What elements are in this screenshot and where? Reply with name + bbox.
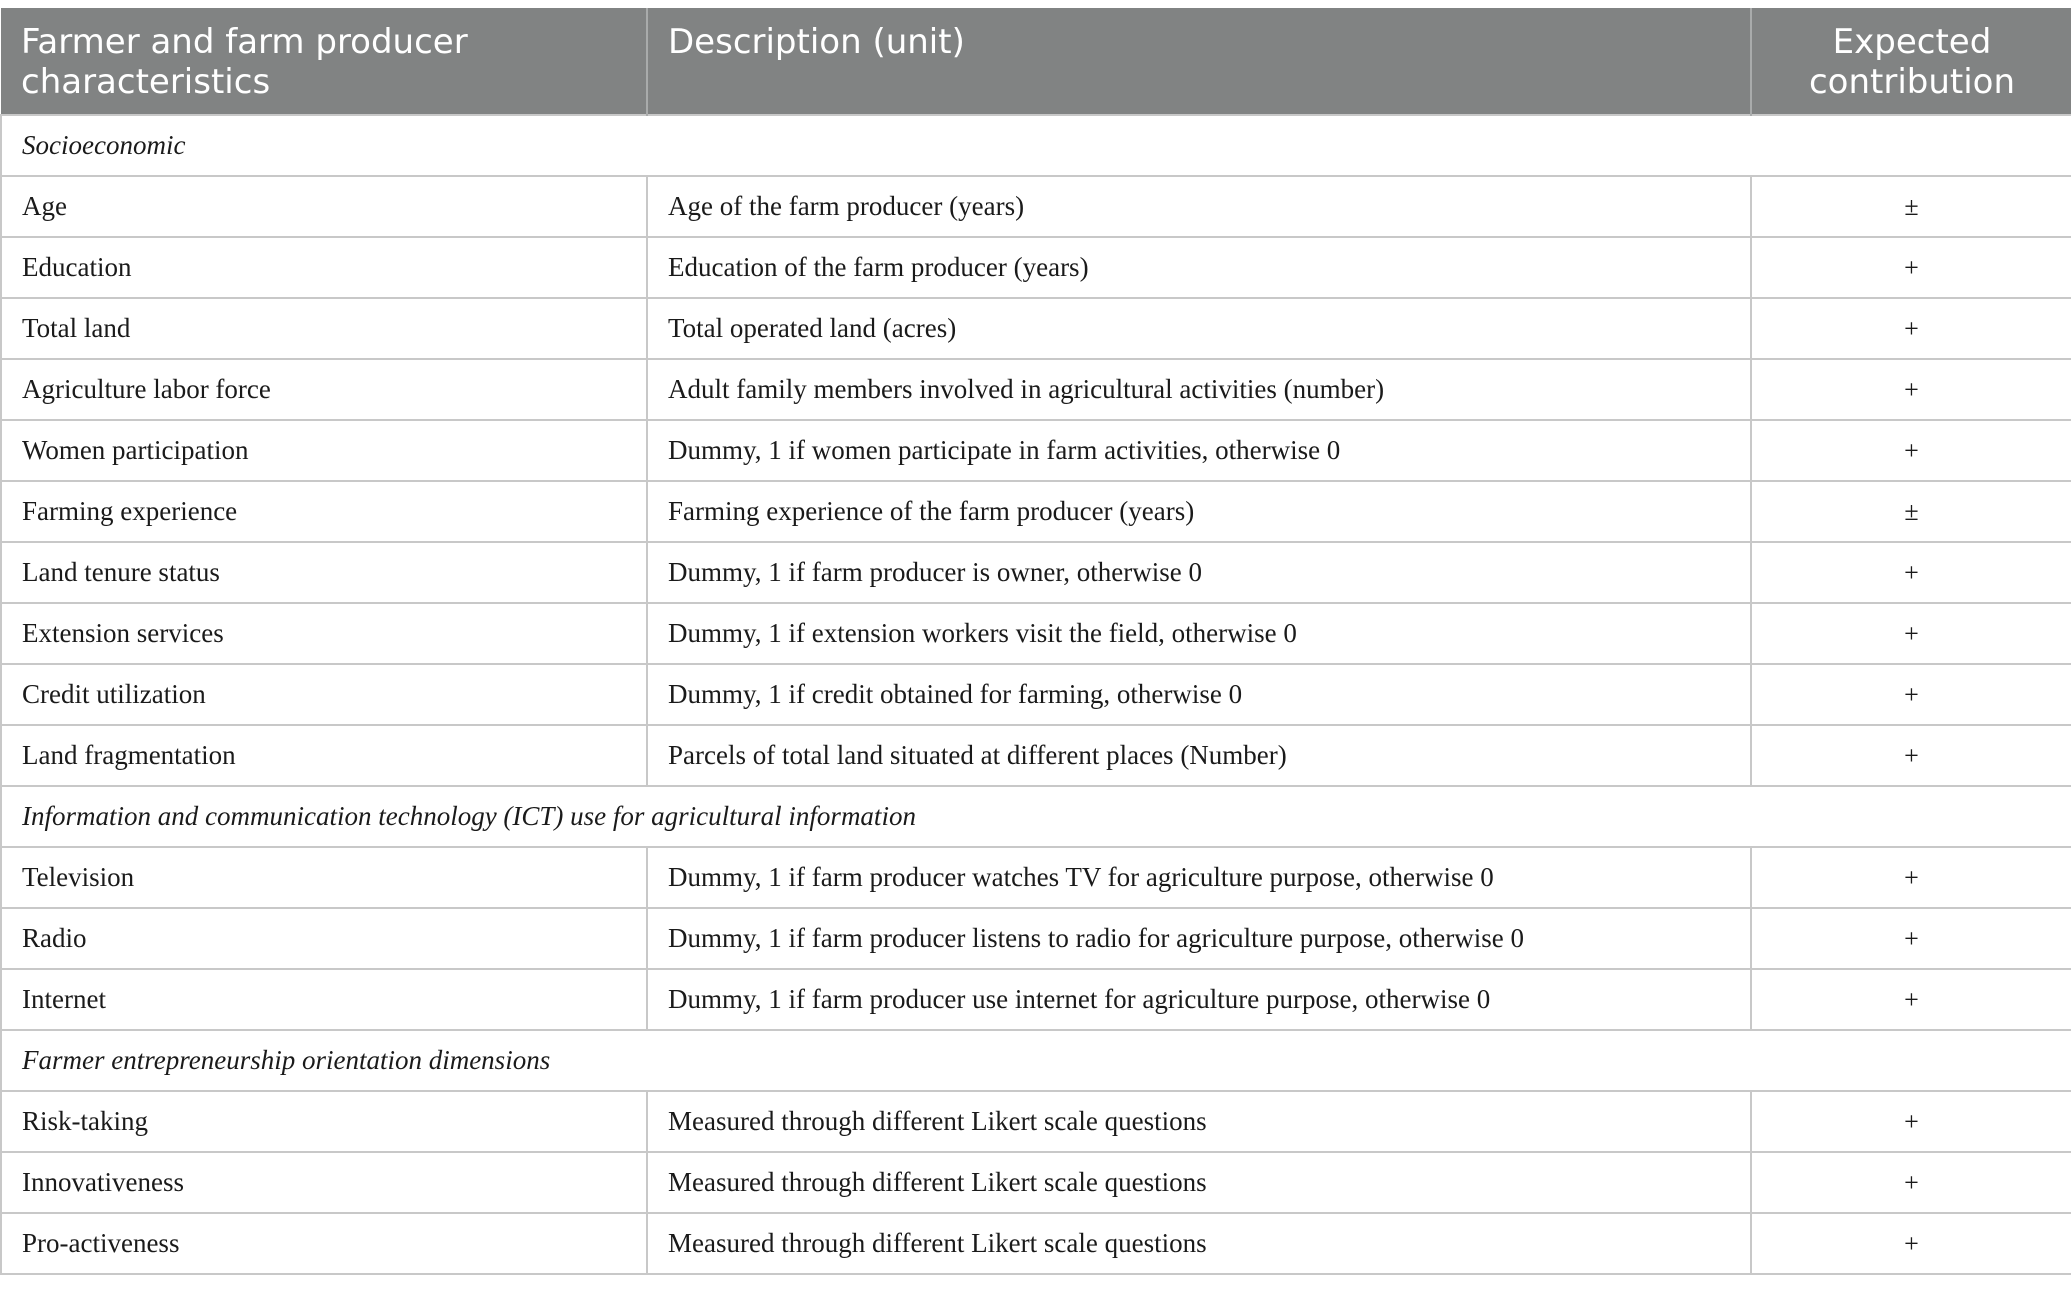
- expected-contribution-cell: +: [1751, 420, 2071, 481]
- expected-contribution-cell: ±: [1751, 176, 2071, 237]
- expected-contribution-cell: +: [1751, 1152, 2071, 1213]
- table-row: [1, 298, 2071, 359]
- table-row: [1, 908, 2071, 969]
- section-row: [1, 115, 2071, 176]
- table-row: [1, 237, 2071, 298]
- variables-table-container: [0, 8, 2071, 1275]
- table-row: [1, 176, 2071, 237]
- variable-description-cell: Dummy, 1 if credit obtained for farming, otherwise 0: [647, 664, 1751, 725]
- expected-contribution-cell: +: [1751, 847, 2071, 908]
- variable-name-cell: Agriculture labor force: [1, 359, 647, 420]
- variable-description-cell: Age of the farm producer (years): [647, 176, 1751, 237]
- variable-name-cell: Credit utilization: [1, 664, 647, 725]
- section-title: Farmer entrepreneurship orientation dimensions: [1, 1030, 2071, 1091]
- variable-description-cell: Dummy, 1 if farm producer use internet for agriculture purpose, otherwise 0: [647, 969, 1751, 1030]
- variable-description-cell: Education of the farm producer (years): [647, 237, 1751, 298]
- section-title: Information and communication technology (ICT) use for agricultural information: [1, 786, 2071, 847]
- table-row: [1, 603, 2071, 664]
- table-row: [1, 969, 2071, 1030]
- variable-description-cell: Measured through different Likert scale questions: [647, 1091, 1751, 1152]
- variable-name-cell: Total land: [1, 298, 647, 359]
- variable-name-cell: Risk-taking: [1, 1091, 647, 1152]
- variable-name-cell: Television: [1, 847, 647, 908]
- table-row: [1, 725, 2071, 786]
- variable-name-cell: Women participation: [1, 420, 647, 481]
- variable-description-cell: Parcels of total land situated at different places (Number): [647, 725, 1751, 786]
- variable-description-cell: Dummy, 1 if farm producer watches TV for agriculture purpose, otherwise 0: [647, 847, 1751, 908]
- expected-contribution-cell: +: [1751, 237, 2071, 298]
- expected-contribution-cell: +: [1751, 725, 2071, 786]
- table-row: [1, 664, 2071, 725]
- section-row: [1, 786, 2071, 847]
- expected-contribution-cell: +: [1751, 664, 2071, 725]
- table-row: [1, 420, 2071, 481]
- variable-name-cell: Land fragmentation: [1, 725, 647, 786]
- variable-description-cell: Dummy, 1 if women participate in farm activities, otherwise 0: [647, 420, 1751, 481]
- variable-name-cell: Farming experience: [1, 481, 647, 542]
- table-row: [1, 481, 2071, 542]
- variable-description-cell: Dummy, 1 if extension workers visit the field, otherwise 0: [647, 603, 1751, 664]
- expected-contribution-cell: +: [1751, 298, 2071, 359]
- header-description: Description (unit): [647, 8, 1751, 115]
- section-row: [1, 1030, 2071, 1091]
- variable-description-cell: Total operated land (acres): [647, 298, 1751, 359]
- table-row: [1, 542, 2071, 603]
- table-row: [1, 1152, 2071, 1213]
- expected-contribution-cell: +: [1751, 603, 2071, 664]
- table-row: [1, 1213, 2071, 1274]
- variable-name-cell: Education: [1, 237, 647, 298]
- expected-contribution-cell: +: [1751, 969, 2071, 1030]
- variable-name-cell: Extension services: [1, 603, 647, 664]
- expected-contribution-cell: +: [1751, 542, 2071, 603]
- variable-description-cell: Farming experience of the farm producer (years): [647, 481, 1751, 542]
- variable-name-cell: Innovativeness: [1, 1152, 647, 1213]
- table-row: [1, 1091, 2071, 1152]
- variable-name-cell: Age: [1, 176, 647, 237]
- table-row: [1, 847, 2071, 908]
- variable-name-cell: Land tenure status: [1, 542, 647, 603]
- expected-contribution-cell: +: [1751, 908, 2071, 969]
- variable-description-cell: Measured through different Likert scale questions: [647, 1152, 1751, 1213]
- expected-contribution-cell: +: [1751, 1213, 2071, 1274]
- variables-table: [0, 8, 2071, 1275]
- variable-description-cell: Dummy, 1 if farm producer is owner, otherwise 0: [647, 542, 1751, 603]
- variable-description-cell: Measured through different Likert scale questions: [647, 1213, 1751, 1274]
- expected-contribution-cell: +: [1751, 359, 2071, 420]
- header-characteristics: Farmer and farm producer characteristics: [1, 8, 647, 115]
- header-expected-contribution: Expected contribution: [1751, 8, 2071, 115]
- expected-contribution-cell: +: [1751, 1091, 2071, 1152]
- section-title: Socioeconomic: [1, 115, 2071, 176]
- table-body: [1, 115, 2071, 1274]
- variable-description-cell: Dummy, 1 if farm producer listens to radio for agriculture purpose, otherwise 0: [647, 908, 1751, 969]
- variable-name-cell: Pro-activeness: [1, 1213, 647, 1274]
- table-row: [1, 359, 2071, 420]
- variable-description-cell: Adult family members involved in agricultural activities (number): [647, 359, 1751, 420]
- variable-name-cell: Radio: [1, 908, 647, 969]
- variable-name-cell: Internet: [1, 969, 647, 1030]
- expected-contribution-cell: ±: [1751, 481, 2071, 542]
- header-row: [1, 8, 2071, 115]
- table-header: [1, 8, 2071, 115]
